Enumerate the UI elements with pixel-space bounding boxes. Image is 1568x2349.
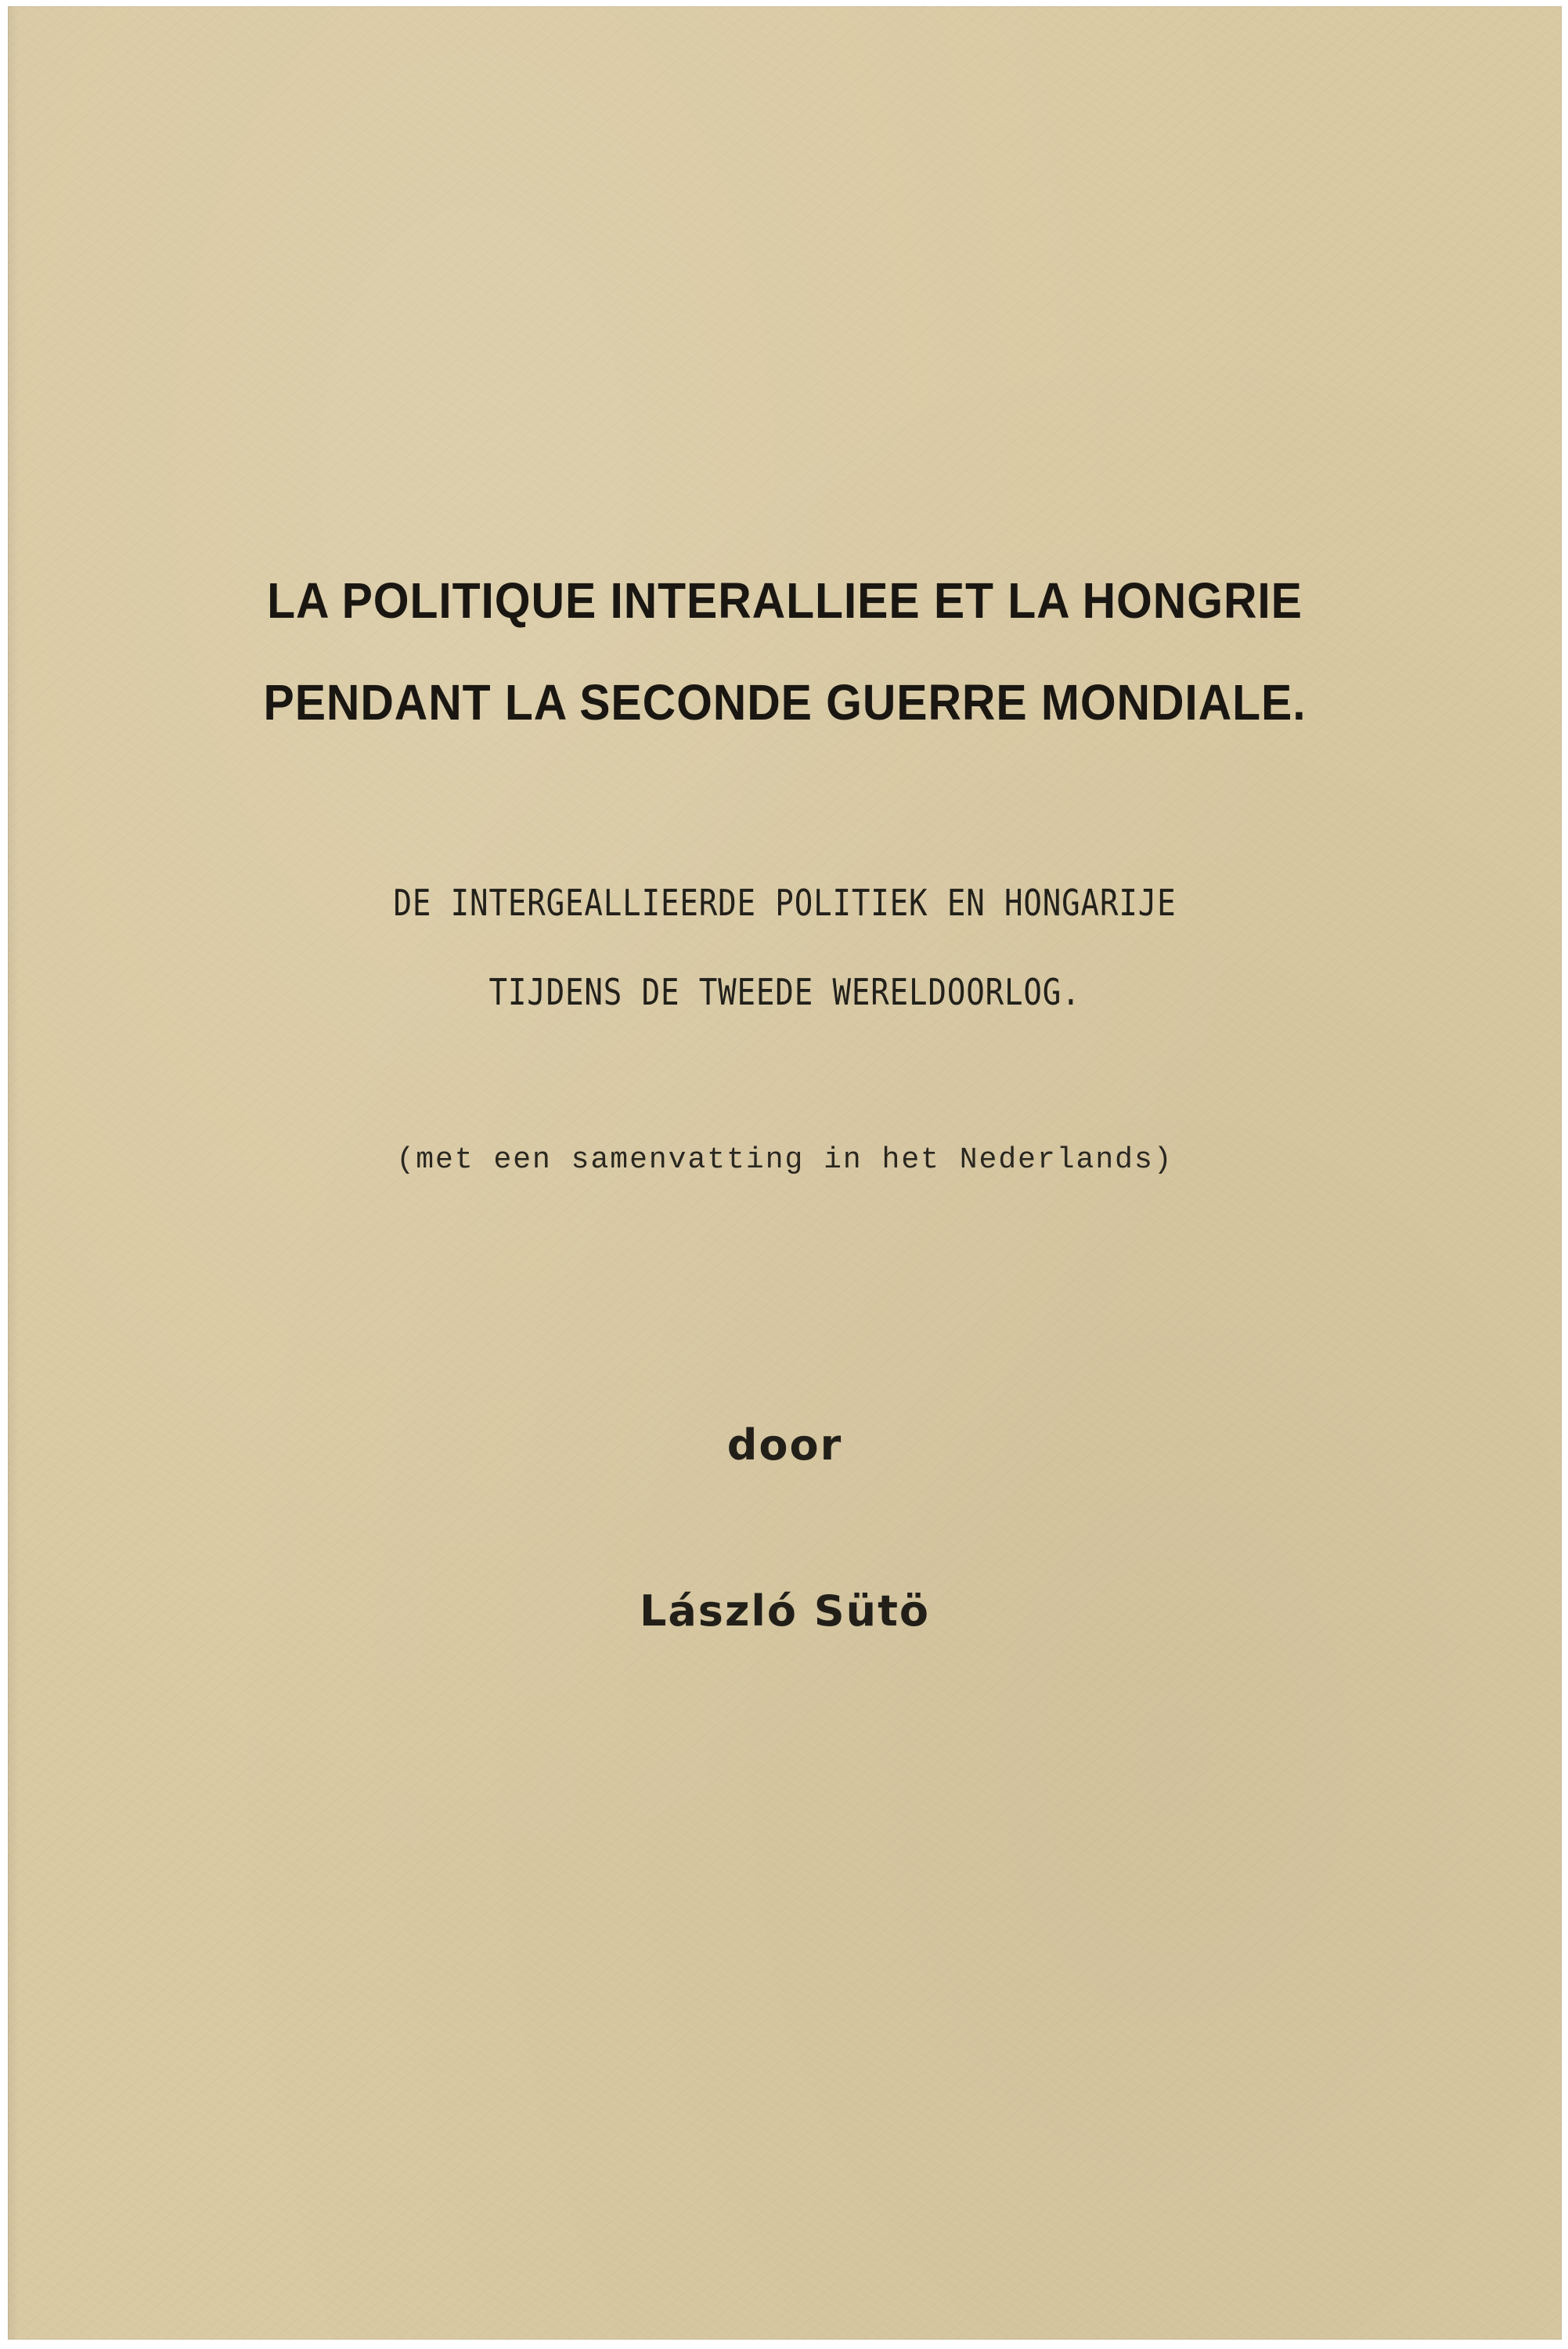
subtitle-line-1: DE INTERGEALLIEERDE POLITIEK EN HONGARIJE (393, 882, 1177, 924)
title-line-1: LA POLITIQUE INTERALLIEE ET LA HONGRIE (267, 572, 1303, 629)
book-cover (8, 6, 1562, 2340)
author-name: László Sütö (639, 1586, 931, 1636)
title-line-2: PENDANT LA SECONDE GUERRE MONDIALE. (263, 674, 1307, 731)
subtitle-line-2: TIJDENS DE TWEEDE WERELDOORLOG. (488, 971, 1081, 1013)
summary-note: (met een samenvatting in het Nederlands) (396, 1143, 1173, 1177)
by-word: door (726, 1420, 843, 1470)
